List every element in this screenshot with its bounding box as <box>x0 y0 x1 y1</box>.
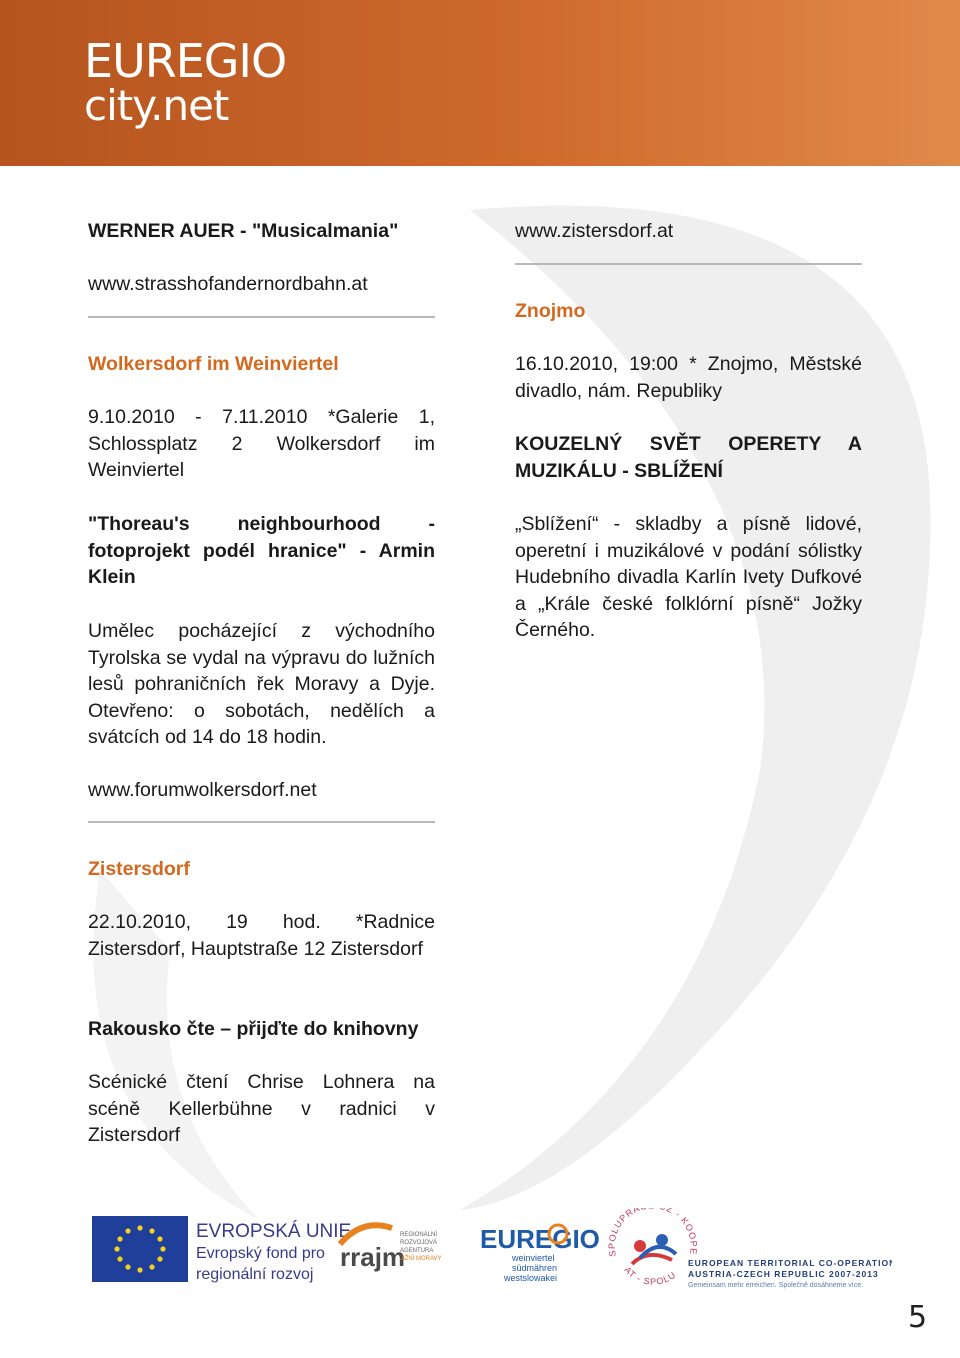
svg-text:EUROPEAN TERRITORIAL CO-OPERAT: EUROPEAN TERRITORIAL CO-OPERATION <box>688 1258 892 1268</box>
event-description: Scénické čtení Chrise Lohnera na scéně Kellerbühne v radnici v Zistersdorf <box>88 1071 435 1147</box>
euregio-logo: EUREGIO city.net <box>84 34 287 130</box>
place-heading: Wolkersdorf im Weinviertel <box>88 353 339 375</box>
event-description: „Sblížení“ - skladby a písně lidové, operetní i muzikálové v podání sólistky Hudebního divadla Karlín Ivety Dufkové a „Krále české folklórní písně“ Jožky Černého. <box>515 513 862 642</box>
event-link[interactable]: www.strasshofandernordbahn.at <box>88 273 368 295</box>
svg-text:südmähren: südmähren <box>512 1263 558 1273</box>
divider <box>88 821 435 823</box>
svg-text:AGENTURA: AGENTURA <box>400 1248 434 1254</box>
svg-text:ROZVOJOVÁ: ROZVOJOVÁ <box>400 1240 438 1246</box>
event-title: "Thoreau's neighbourhood - fotoprojekt podél hranice" - Armin Klein <box>88 513 435 589</box>
footer-logos <box>92 1208 892 1308</box>
event-title: KOUZELNÝ SVĚT OPERETY A MUZIKÁLU - SBLÍŽENÍ <box>515 433 862 482</box>
event-title: Rakousko čte – přijďte do knihovny <box>88 1018 419 1040</box>
divider <box>515 263 862 265</box>
svg-text:Gemeinsam mehr erreichen. Spol: Gemeinsam mehr erreichen. Společně dosáhneme více. <box>688 1282 864 1289</box>
svg-text:weinviertel: weinviertel <box>512 1253 555 1263</box>
partner-logos <box>92 1208 892 1308</box>
event-info: 9.10.2010 - 7.11.2010 *Galerie 1, Schlossplatz 2 Wolkersdorf im Weinviertel <box>88 406 435 482</box>
svg-text:EVROPSKÁ UNIE: EVROPSKÁ UNIE <box>196 1221 352 1242</box>
divider <box>88 316 435 318</box>
page-number: 5 <box>908 1300 928 1335</box>
svg-text:westslowakei: westslowakei <box>504 1273 558 1283</box>
svg-text:AUSTRIA-CZECH REPUBLIC 2007-20: AUSTRIA-CZECH REPUBLIC 2007-2013 <box>688 1269 879 1279</box>
svg-text:JIŽNÍ MORAVY: JIŽNÍ MORAVY <box>400 1256 442 1262</box>
svg-text:Evropský fond pro: Evropský fond pro <box>196 1245 325 1262</box>
svg-text:AT - SPOLU: AT - SPOLU <box>622 1264 678 1287</box>
svg-text:EUREGIO: EUREGIO <box>480 1224 600 1254</box>
svg-text:REGIONÁLNÍ: REGIONÁLNÍ <box>400 1232 438 1238</box>
event-link[interactable]: www.forumwolkersdorf.net <box>88 779 317 801</box>
place-heading: Znojmo <box>515 300 586 322</box>
svg-text:SPOLUPRÁCE CZ - KOOPERATION: SPOLUPRÁ Z - KOOPE <box>606 1208 699 1258</box>
place-heading: Zistersdorf <box>88 858 190 880</box>
event-description: Umělec pocházející z východního Tyrolska se vydal na výpravu do lužních lesů pohraničních řek Moravy a Dyje. Otevřeno: o sobotách, nedělích a svátcích od 14 do 18 hodin. <box>88 620 435 749</box>
event-info: 16.10.2010, 19:00 * Znojmo, Městské divadlo, nám. Republiky <box>515 353 862 402</box>
header-banner <box>0 0 960 166</box>
event-title: WERNER AUER - "Musicalmania" <box>88 220 399 242</box>
event-link[interactable]: www.zistersdorf.at <box>515 220 674 242</box>
svg-text:rrajm: rrajm <box>340 1242 406 1272</box>
event-info: 22.10.2010, 19 hod. *Radnice Zistersdorf, Hauptstraße 12 Zistersdorf <box>88 911 435 960</box>
svg-text:regionální rozvoj: regionální rozvoj <box>196 1266 314 1283</box>
